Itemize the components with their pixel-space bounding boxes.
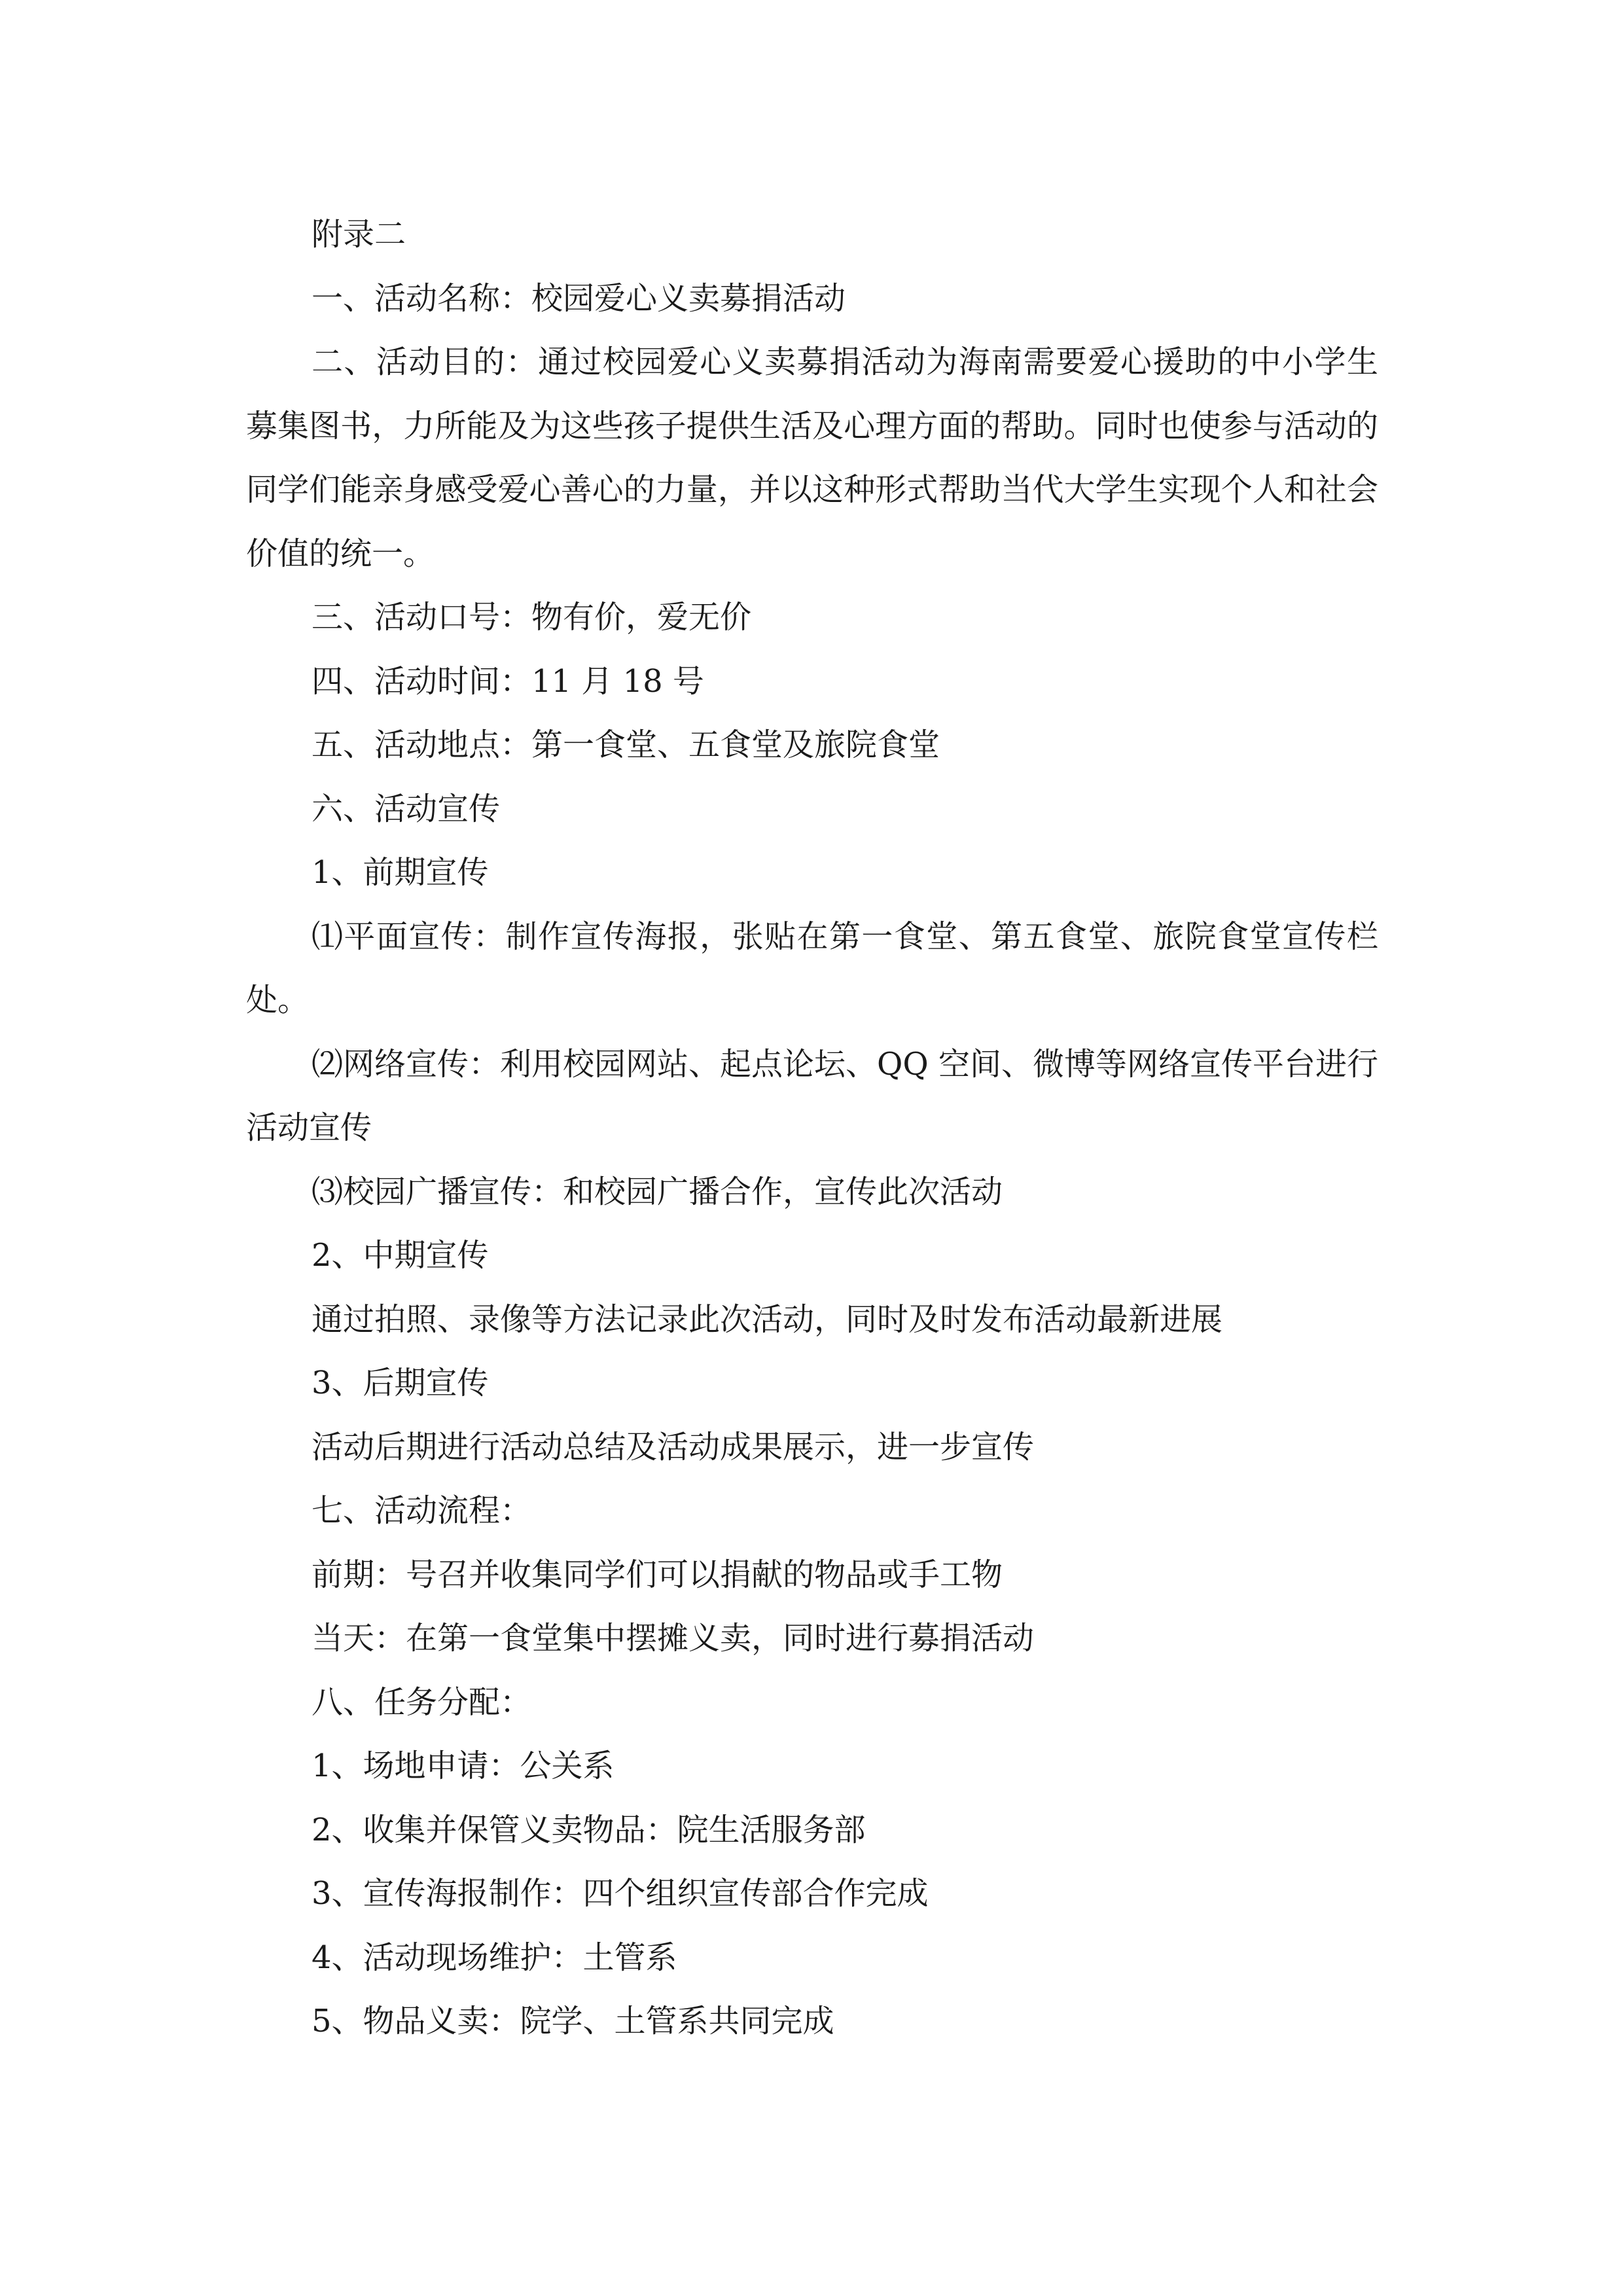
task-assignment-heading: 八、任务分配：: [312, 1683, 532, 1721]
task-charity-sale: 5、物品义卖：院学、土管系共同完成: [312, 2003, 834, 2039]
activity-process-heading: 七、活动流程：: [312, 1492, 532, 1529]
activity-publicity-heading: 六、活动宣传: [312, 790, 501, 827]
document-body: [246, 203, 1378, 2054]
task-venue: 1、场地申请：公关系: [312, 1748, 615, 1784]
activity-name: 一、活动名称：校园爱心义卖募捐活动: [312, 279, 846, 317]
late-publicity-heading: 3、后期宣传: [312, 1365, 489, 1401]
task-collection: 2、收集并保管义卖物品：院生活服务部: [312, 1811, 866, 1848]
mid-publicity-heading: 2、中期宣传: [312, 1237, 489, 1274]
mid-publicity-text: 通过拍照、录像等方法记录此次活动，同时及时发布活动最新进展: [312, 1300, 1223, 1338]
task-poster: 3、宣传海报制作：四个组织宣传部合作完成: [312, 1875, 929, 1912]
process-early: 前期：号召并收集同学们可以捐献的物品或手工物: [312, 1556, 1003, 1593]
activity-location: 五、活动地点：第一食堂、五食堂及旅院食堂: [312, 726, 940, 763]
early-publicity-heading: 1、前期宣传: [312, 854, 489, 891]
activity-slogan: 三、活动口号：物有价，爱无价: [312, 599, 752, 636]
activity-purpose: 二、活动目的：通过校园爱心义卖募捐活动为海南需要爱心援助的中小学生募集图书，力所能及为这些孩子提供生活及心理方面的帮助。同时也使参与活动的同学们能亲身感受爱心善心的力量，并以这种形式帮助当代大学生实现个人和社会价值的统一。: [246, 344, 1378, 572]
print-publicity: ⑴平面宣传：制作宣传海报，张贴在第一食堂、第五食堂、旅院食堂宣传栏处。: [246, 918, 1378, 1018]
process-day: 当天：在第一食堂集中摆摊义卖，同时进行募捐活动: [312, 1620, 1035, 1657]
task-site-maintenance: 4、活动现场维护：土管系: [312, 1939, 677, 1976]
online-publicity: ⑵网络宣传：利用校园网站、起点论坛、QQ 空间、微博等网络宣传平台进行活动宣传: [246, 1045, 1378, 1146]
late-publicity-text: 活动后期进行活动总结及活动成果展示，进一步宣传: [312, 1428, 1035, 1465]
activity-time: 四、活动时间：11 月 18 号: [312, 662, 704, 700]
radio-publicity: ⑶校园广播宣传：和校园广播合作，宣传此次活动: [312, 1173, 1003, 1210]
appendix-title: 附录二: [312, 216, 406, 253]
